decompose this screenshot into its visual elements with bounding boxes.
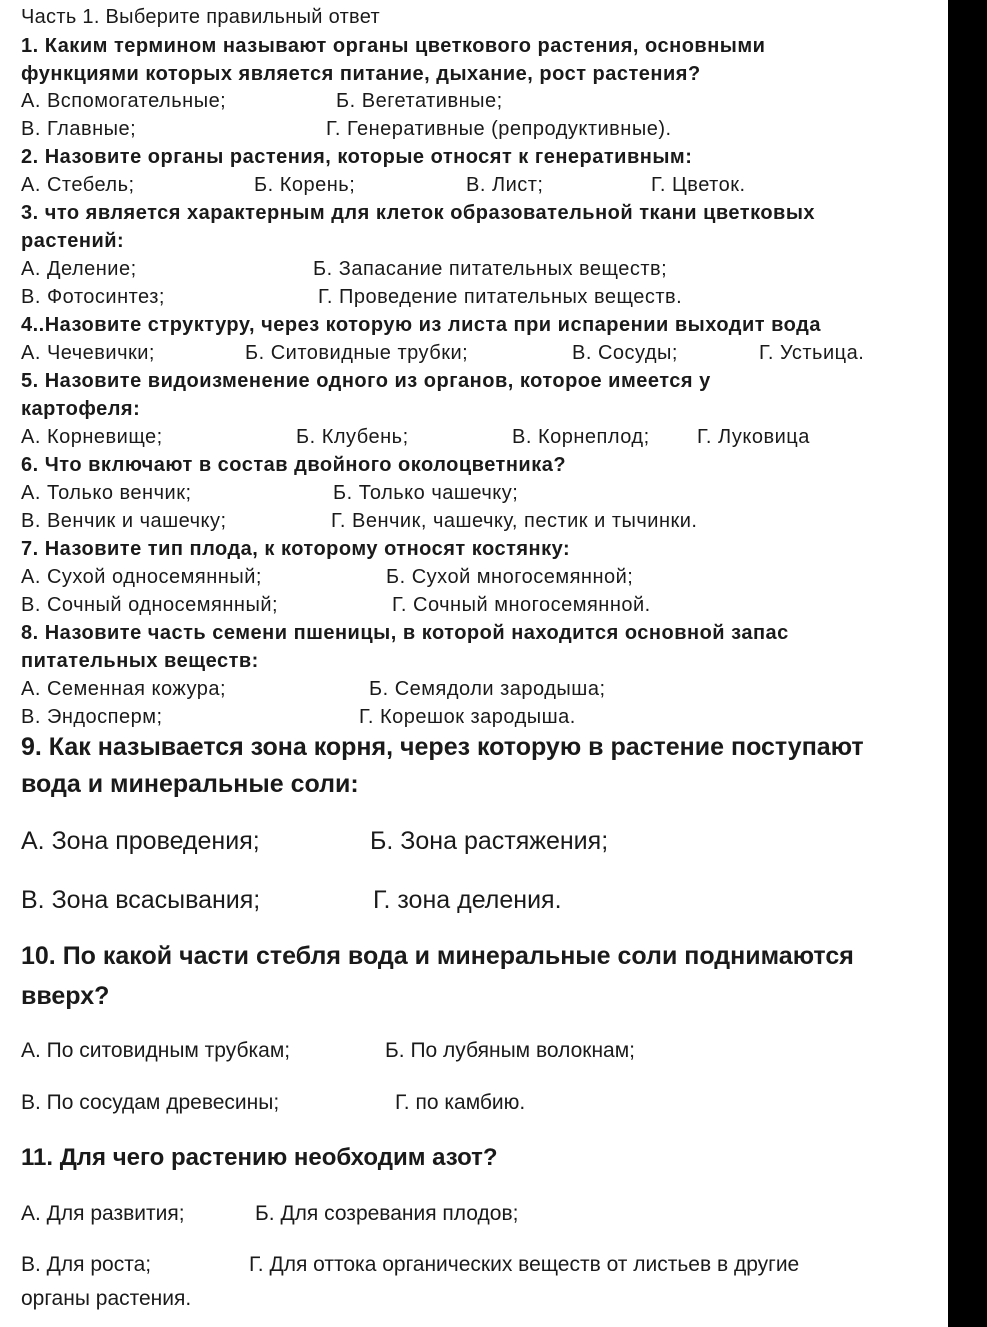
q7-option-d: Г. Сочный многосемянной. xyxy=(392,594,651,616)
q3-option-b: Б. Запасание питательных веществ; xyxy=(313,258,668,280)
q4-option-b: Б. Ситовидные трубки; xyxy=(245,342,469,364)
q5-option-a: А. Корневище; xyxy=(21,426,163,448)
question-8-line-1: 8. Назовите часть семени пшеницы, в которой находится основной запас xyxy=(21,622,789,644)
q10-option-b: Б. По лубяным волокнам; xyxy=(385,1039,635,1062)
q11-option-a: А. Для развития; xyxy=(21,1202,185,1225)
q1-option-b: Б. Вегетативные; xyxy=(336,90,503,112)
q2-option-a: А. Стебель; xyxy=(21,174,135,196)
question-3-line-1: 3. что является характерным для клеток образовательной ткани цветковых xyxy=(21,202,816,224)
question-1-line-2: функциями которых является питание, дыхание, рост растения? xyxy=(21,63,701,85)
q8-option-d: Г. Корешок зародыша. xyxy=(359,706,576,728)
q11-option-d-continuation: органы растения. xyxy=(21,1287,192,1310)
question-11-line-1: 11. Для чего растению необходим азот? xyxy=(21,1144,498,1171)
section-header: Часть 1. Выберите правильный ответ xyxy=(21,6,380,28)
q5-option-d: Г. Луковица xyxy=(697,426,810,448)
q1-option-d: Г. Генеративные (репродуктивные). xyxy=(326,118,672,140)
q6-option-a: А. Только венчик; xyxy=(21,482,192,504)
question-5-line-1: 5. Назовите видоизменение одного из органов, которое имеется у xyxy=(21,370,711,392)
q4-option-d: Г. Устьица. xyxy=(759,342,865,364)
question-3-line-2: растений: xyxy=(21,230,125,252)
q10-option-a: А. По ситовидным трубкам; xyxy=(21,1039,291,1062)
q3-option-a: А. Деление; xyxy=(21,258,137,280)
q2-option-c: В. Лист; xyxy=(466,174,544,196)
question-4-line-1: 4..Назовите структуру, через которую из листа при испарении выходит вода xyxy=(21,314,821,336)
question-9-line-1: 9. Как называется зона корня, через которую в растение поступают xyxy=(21,733,864,761)
q2-option-d: Г. Цветок. xyxy=(651,174,746,196)
question-2-line-1: 2. Назовите органы растения, которые относят к генеративным: xyxy=(21,146,693,168)
q6-option-b: Б. Только чашечку; xyxy=(333,482,519,504)
q11-option-b: Б. Для созревания плодов; xyxy=(255,1202,519,1225)
question-9-line-2: вода и минеральные соли: xyxy=(21,770,359,798)
q3-option-d: Г. Проведение питательных веществ. xyxy=(318,286,683,308)
q4-option-a: А. Чечевички; xyxy=(21,342,155,364)
q9-option-d: Г. зона деления. xyxy=(373,886,562,914)
q11-option-d: Г. Для оттока органических веществ от листьев в другие xyxy=(249,1253,800,1276)
q5-option-b: Б. Клубень; xyxy=(296,426,409,448)
question-7-line-1: 7. Назовите тип плода, к которому относят костянку: xyxy=(21,538,571,560)
q1-option-a: А. Вспомогательные; xyxy=(21,90,227,112)
q8-option-b: Б. Семядоли зародыша; xyxy=(369,678,606,700)
q5-option-c: В. Корнеплод; xyxy=(512,426,650,448)
q10-option-c: В. По сосудам древесины; xyxy=(21,1091,280,1114)
question-10-line-2: вверх? xyxy=(21,982,110,1010)
black-edge-bar xyxy=(948,0,987,1327)
q9-option-b: Б. Зона растяжения; xyxy=(370,827,609,855)
q6-option-c: В. Венчик и чашечку; xyxy=(21,510,227,532)
question-10-line-1: 10. По какой части стебля вода и минеральные соли поднимаются xyxy=(21,942,854,970)
q10-option-d: Г. по камбию. xyxy=(395,1091,526,1114)
q9-option-a: А. Зона проведения; xyxy=(21,827,260,855)
q4-option-c: В. Сосуды; xyxy=(572,342,678,364)
q8-option-c: В. Эндосперм; xyxy=(21,706,163,728)
q1-option-c: В. Главные; xyxy=(21,118,137,140)
question-6-line-1: 6. Что включают в состав двойного околоцветника? xyxy=(21,454,567,476)
q3-option-c: В. Фотосинтез; xyxy=(21,286,165,308)
question-8-line-2: питательных веществ: xyxy=(21,650,259,672)
question-1-line-1: 1. Каким термином называют органы цветкового растения, основными xyxy=(21,35,766,57)
q6-option-d: Г. Венчик, чашечку, пестик и тычинки. xyxy=(331,510,698,532)
q7-option-c: В. Сочный односемянный; xyxy=(21,594,279,616)
q8-option-a: А. Семенная кожура; xyxy=(21,678,227,700)
q2-option-b: Б. Корень; xyxy=(254,174,356,196)
question-5-line-2: картофеля: xyxy=(21,398,141,420)
q7-option-b: Б. Сухой многосемянной; xyxy=(386,566,634,588)
q11-option-c: В. Для роста; xyxy=(21,1253,152,1276)
q9-option-c: В. Зона всасывания; xyxy=(21,886,261,914)
q7-option-a: А. Сухой односемянный; xyxy=(21,566,262,588)
